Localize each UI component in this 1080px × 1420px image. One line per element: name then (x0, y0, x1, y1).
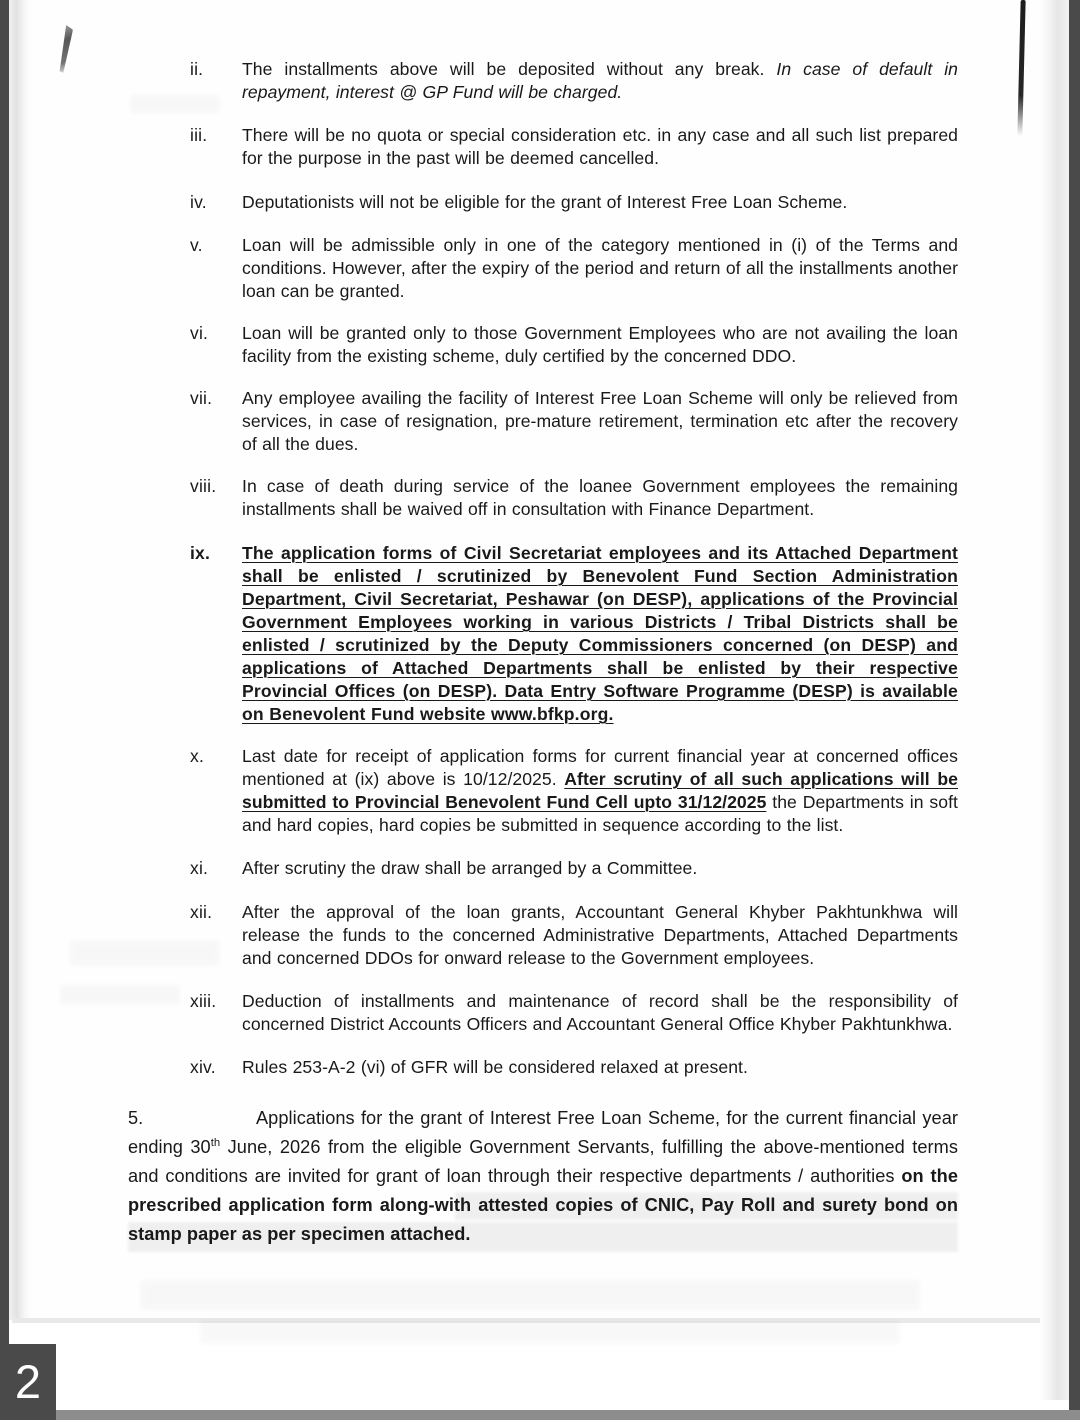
clause-item (190, 322, 958, 368)
clause-text-run: The installments above will be deposited without any break. (242, 59, 777, 79)
clause-item (190, 124, 958, 170)
closing-paragraph (128, 1104, 958, 1249)
clause-text-run: the Departments in soft and hard copies, hard copies be submitted in sequence according to the list. (242, 792, 958, 835)
clause-text-run-emphasized: After scrutiny of all such applications will be submitted to Provincial Benevolent Fund Cell upto 31/12/2025 (242, 769, 958, 812)
page-number-badge: 2 (0, 1344, 56, 1420)
scan-edge-bottom (0, 1410, 1080, 1420)
bleed-through-artifact (140, 1280, 920, 1310)
clause-text: Deputationists will not be eligible for the grant of Interest Free Loan Scheme. (242, 192, 848, 212)
clause-marker: viii. (190, 476, 217, 496)
clause-item (190, 475, 958, 521)
clause-text: Deduction of installments and maintenance of record shall be the responsibility of concerned District Accounts Officers and Accountant General Office Khyber Pakhtunkhwa. (242, 991, 958, 1034)
bleed-through-artifact (60, 985, 180, 1005)
closing-mid-text: June, 2026 from the eligible Government Servants, fulfilling the above-mentioned terms and conditions are invited for grant of loan through their respective departments / authorities (128, 1137, 958, 1186)
clause-text (242, 58, 958, 104)
clause-marker: iv. (190, 192, 207, 212)
clause-item (190, 745, 958, 837)
clause-item-emphasized (190, 542, 958, 726)
terms-and-conditions-list (190, 58, 958, 1096)
clause-item (190, 1056, 958, 1079)
clause-marker: iii. (190, 125, 208, 145)
clause-text: After scrutiny the draw shall be arranged by a Committee. (242, 858, 698, 878)
closing-bold-text: on the prescribed application form along-with attested copies of CNIC, Pay Roll and surety bond on stamp paper as per specimen attached. (128, 1166, 958, 1244)
scan-edge-left (0, 0, 9, 1420)
clause-marker: v. (190, 235, 203, 255)
clause-text-run-italic: In case of default in repayment, interest @ GP Fund will be charged. (242, 59, 958, 102)
ordinal-superscript: th (210, 1136, 221, 1149)
clause-marker: xii. (190, 902, 213, 922)
clause-marker: xiv. (190, 1057, 216, 1077)
clause-marker: xi. (190, 858, 209, 878)
clause-text: Loan will be granted only to those Government Employees who are not availing the loan facility from the existing scheme, duly certified by the concerned DDO. (242, 323, 958, 366)
clause-text: Any employee availing the facility of Interest Free Loan Scheme will only be relieved from services, in case of resignation, pre-mature retirement, termination etc after the recovery of all the dues. (242, 388, 958, 454)
clause-item (190, 990, 958, 1036)
clause-text: The application forms of Civil Secretariat employees and its Attached Department shall be enlisted / scrutinized by Benevolent Fund Section Administration Department, Civil Secretariat, Peshawar (on DESP), applications of the Provincial Government Employees working in various Districts / Tribal Districts shall be enlisted / scrutinized by the Deputy Commissioners concerned (on DESP) and applications of Attached Departments shall be enlisted by their respective Provincial Offices (on DESP). Data Entry Software Programme (DESP) is available on Benevolent Fund website www.bfkp.org. (242, 543, 958, 724)
clause-text (242, 745, 958, 837)
scan-gutter-left (9, 0, 31, 1320)
clause-marker: x. (190, 746, 205, 766)
clause-text: In case of death during service of the loanee Government employees the remaining installments shall be waived off in consultation with Finance Department. (242, 476, 958, 519)
paragraph-number: 5. (128, 1108, 144, 1128)
scan-gutter-right (1040, 0, 1069, 1400)
clause-text: After the approval of the loan grants, Accountant General Khyber Pakhtunkhwa will release the funds to the concerned Administrative Departments, Attached Departments and concerned DDOs for onward release to the Government employees. (242, 902, 958, 968)
clause-item (190, 191, 958, 214)
closing-lead-text: Applications for the grant of Interest Free Loan Scheme, for the current financial year ending 30 (128, 1108, 958, 1157)
clause-marker: ix. (190, 543, 211, 563)
clause-marker: vi. (190, 323, 209, 343)
scan-edge-right (1069, 0, 1080, 1420)
clause-item (190, 857, 958, 880)
clause-text: Loan will be admissible only in one of the category mentioned in (i) of the Terms and conditions. However, after the expiry of the period and return of all the installments another loan can be granted. (242, 235, 958, 301)
bleed-through-artifact (200, 1320, 900, 1344)
clause-text: There will be no quota or special consideration etc. in any case and all such list prepared for the purpose in the past will be deemed cancelled. (242, 125, 958, 168)
clause-text-run: Last date for receipt of application forms for current financial year at concerned offices mentioned at (ix) above is 10/12/2025. (242, 746, 958, 789)
clause-item (190, 58, 958, 104)
clause-marker: ii. (190, 59, 204, 79)
clause-marker: xiii. (190, 991, 217, 1011)
clause-text: Rules 253-A-2 (vi) of GFR will be considered relaxed at present. (242, 1057, 748, 1077)
clause-item (190, 387, 958, 456)
clause-item (190, 234, 958, 303)
clause-marker: vii. (190, 388, 213, 408)
clause-item (190, 901, 958, 970)
